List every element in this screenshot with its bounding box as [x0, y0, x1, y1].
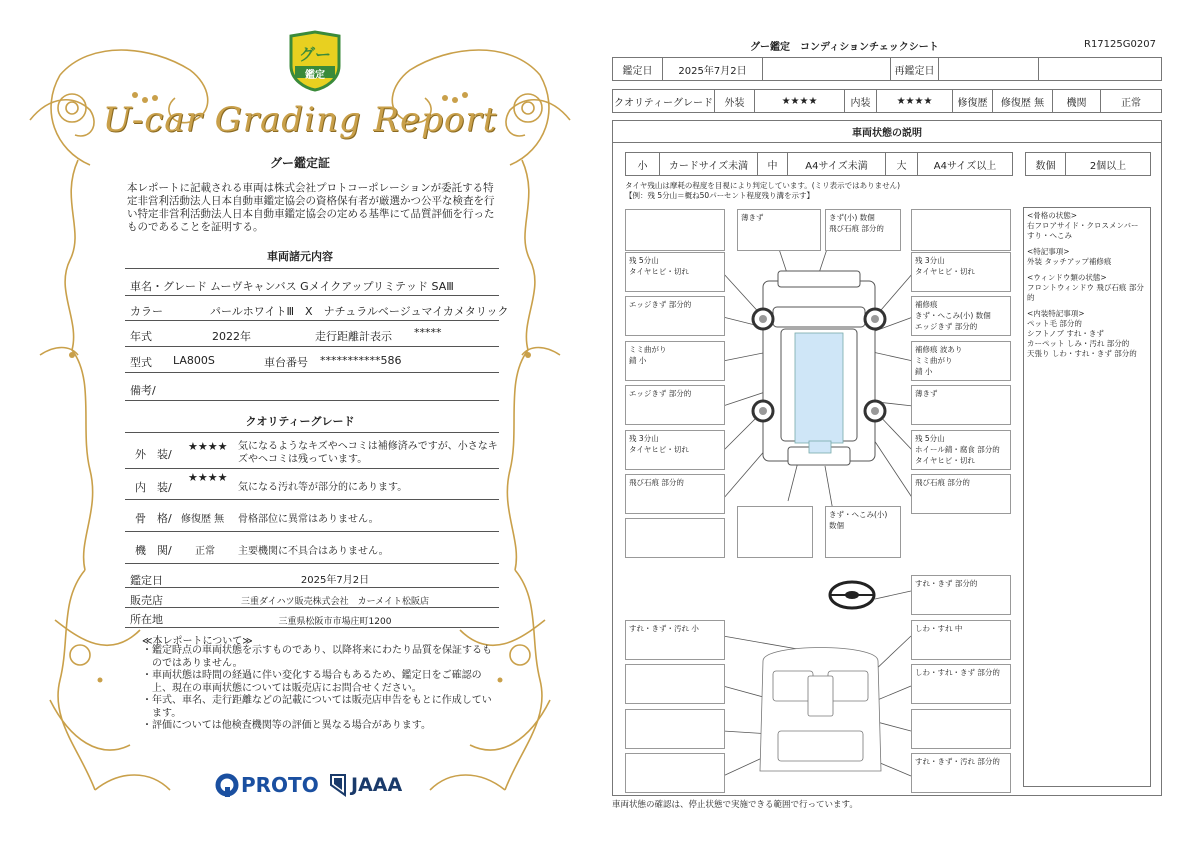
date-value: 2025年7月2日: [663, 58, 763, 80]
list-item: ・ 車両状態は時間の経過に伴い変化する場合もあるため、鑑定日をご確認の上、現在の車両状態については販売店にお問合せください。: [142, 670, 482, 694]
callout-blank: [625, 753, 725, 793]
engine-text: 主要機関に不具合はありません。: [238, 546, 389, 557]
name-label: 車名・グレード: [130, 280, 207, 293]
callout-left-3: エッジきず 部分的: [625, 296, 725, 336]
int-stars: ★★★★: [188, 471, 228, 484]
notes-line: すり・へこみ: [1027, 231, 1072, 240]
callout-blank: [625, 664, 725, 704]
legend-large-desc: A4サイズ以上: [933, 160, 997, 172]
callout-right-4: 補修痕 波あり ミミ曲がり 錆 小: [911, 341, 1011, 381]
legend-small: 小: [626, 153, 660, 175]
addr-value: 三重県松阪市市場庄町1200: [278, 617, 392, 627]
divider: [125, 372, 499, 373]
mileage-label: 走行距離計表示: [315, 330, 392, 343]
callout-blank: [911, 709, 1011, 749]
date-label: 鑑定日: [613, 58, 663, 80]
grade-title: クオリティーグレード: [245, 415, 355, 428]
list-item: ・ 年式、車名、走行距離などの記載については販売店申告をもとに作成しています。: [142, 695, 492, 719]
ext-label: 外 装/: [135, 448, 172, 461]
callout-front-right: きず(小) 数個 飛び石痕 部分的: [825, 209, 901, 251]
frame-label: 骨 格/: [135, 512, 172, 525]
goo-badge: [285, 30, 345, 92]
divider: [125, 563, 499, 564]
about-title: ≪本レポートについて≫: [142, 636, 253, 647]
list-item: ・ 鑑定時点の車両状態を示すものであり、以降将来にわたり品質を保証するものではありません。: [142, 645, 492, 669]
about-list: [142, 645, 492, 733]
script-title: U-car Grading Report: [102, 100, 498, 140]
windshield-area: [795, 333, 843, 443]
int-stars: ★★★★: [877, 90, 953, 112]
grade-label: クオリティーグレード: [613, 90, 715, 112]
callout-blank: [737, 506, 813, 558]
callout-left-4: ミミ曲がり 錆 小: [625, 341, 725, 381]
sheet-code: R17125G0207: [1084, 39, 1156, 50]
ext-text: 気になるようなキズやヘコミは補修済みですが、小さなキズやヘコミは残っています。: [238, 441, 498, 465]
divider: [125, 346, 499, 347]
callout-blank: [625, 518, 725, 558]
specs-title: 車両諸元内容: [267, 250, 333, 263]
jaaa-mark-icon: [328, 773, 348, 797]
panel-title: 車両状態の説明: [613, 121, 1161, 143]
frame-value: 修復歴 無: [181, 514, 225, 525]
divider: [125, 268, 499, 269]
divider: [125, 499, 499, 500]
addr-label: 所在地: [130, 613, 163, 626]
callout-rear-right: きず・へこみ(小) 数個: [825, 506, 901, 558]
badge-bottom-text: 鑑定: [305, 70, 325, 81]
recheck-label: 再鑑定日: [891, 58, 939, 80]
callout-left-7: 飛び石痕 部分的: [625, 474, 725, 514]
legend-small-desc: カードサイズ未満: [660, 153, 758, 175]
callout-left-2: 残 5分山 タイヤヒビ・切れ: [625, 252, 725, 292]
interior-diagram: [760, 648, 881, 772]
engine-label: 機 関/: [135, 544, 172, 557]
callout-int-left-1: すれ・きず・汚れ 小: [625, 620, 725, 660]
color-value: パールホワイトⅢ X ナチュラルベージュマイカメタリック: [210, 305, 509, 318]
notes-line: ペット毛 部分的: [1027, 319, 1082, 328]
notes-line: シフトノブ すれ・きず: [1027, 329, 1104, 338]
model-label: 型式: [130, 356, 152, 369]
callout-front-left: 薄きず: [737, 209, 821, 251]
notes-box: [1023, 207, 1151, 787]
blank-cell: [763, 58, 891, 80]
repair-label: 修復歴: [953, 90, 993, 112]
divider: [125, 531, 499, 532]
engine-value: 正常: [195, 546, 215, 557]
chassis-label: 車台番号: [264, 356, 308, 369]
callout-left-5: エッジきず 部分的: [625, 385, 725, 425]
callout-blank: [911, 209, 1011, 251]
sheet-footer: 車両状態の確認は、停止状態で実施できる範囲で行っています。: [612, 800, 858, 810]
color-label: カラー: [130, 305, 163, 318]
callout-steering: すれ・きず 部分的: [911, 575, 1011, 615]
divider: [125, 400, 499, 401]
divider: [125, 587, 499, 588]
date-label: 鑑定日: [130, 574, 163, 587]
tire-note-example: 【例：残 5分山＝概ね50パーセント程度残り溝を示す】: [625, 191, 815, 200]
cert-title: グー鑑定証: [269, 156, 330, 170]
legend-large: 大: [886, 153, 918, 175]
legend-mid-desc: A4サイズ未満: [788, 153, 886, 175]
year-value: 2022年: [212, 330, 251, 343]
steering-wheel-icon: [830, 582, 874, 608]
callout-int-right-3: すれ・きず・汚れ 部分的: [911, 753, 1011, 793]
notes-line: <ウィンドウ類の状態>: [1027, 273, 1107, 282]
ext-stars: ★★★★: [755, 90, 845, 112]
list-item: ・ 評価については他検査機関等の評価と異なる場合があります。: [142, 720, 431, 731]
ext-stars: ★★★★: [188, 440, 228, 453]
callout-right-5: 薄きず: [911, 385, 1011, 425]
notes-line: 外装 タッチアップ補修痕: [1027, 257, 1112, 266]
callout-right-7: 飛び石痕 部分的: [911, 474, 1011, 514]
proto-logo: [215, 770, 319, 800]
notes-line: <特記事項>: [1027, 247, 1070, 256]
divider: [125, 295, 499, 296]
int-text: 気になる汚れ等が部分的にあります。: [238, 482, 408, 493]
name-value: ムーヴキャンバス Gメイクアップリミテッド SAⅢ: [210, 280, 454, 293]
year-label: 年式: [130, 330, 152, 343]
divider: [125, 320, 499, 321]
legend-count: 数個: [1026, 153, 1066, 175]
condition-panel: [612, 120, 1162, 796]
legend-count-desc: 2個以上: [1089, 160, 1127, 172]
cert-text: 本レポートに記載される車両は株式会社プロトコーポレーションが委託する特定非営利活動法人日本自動車鑑定協会の資格保有者が厳選かつ公平な検査を行い特定非営利活動法人日本自動車鑑定協会の定める基準にて品質評価を行ったものであることを証明する。: [127, 182, 495, 233]
repair-value: 修復歴 無: [993, 90, 1053, 112]
callout-right-2: 残 3分山 タイヤヒビ・切れ: [911, 252, 1011, 292]
shop-value: 三重ダイハツ販売株式会社 カーメイト松阪店: [240, 597, 429, 607]
row-grades: [612, 89, 1162, 113]
mileage-value: *****: [414, 326, 442, 339]
condition-check-sheet: [600, 0, 1200, 848]
callout-blank: [625, 709, 725, 749]
proto-mark-icon: [215, 773, 239, 797]
count-legend: [1025, 152, 1151, 176]
callout-right-6: 残 5分山 ホイール錆・腐食 部分的 タイヤヒビ・切れ: [911, 430, 1011, 470]
frame-text: 骨格部位に異常はありません。: [238, 514, 379, 525]
divider: [125, 627, 499, 628]
legend-mid: 中: [758, 153, 788, 175]
int-label: 内 装/: [135, 481, 172, 494]
row-dates: [612, 57, 1162, 81]
proto-logo-text: PROTO: [241, 773, 319, 797]
callout-left-6: 残 3分山 タイヤヒビ・切れ: [625, 430, 725, 470]
callout-int-right-2: しわ・すれ・きず 部分的: [911, 664, 1011, 704]
divider: [125, 607, 499, 608]
jaaa-logo: [328, 770, 402, 800]
engine-value: 正常: [1121, 97, 1141, 109]
notes-line: カーペット しみ・汚れ 部分的: [1027, 339, 1130, 348]
shop-label: 販売店: [130, 594, 163, 607]
badge-top-text: グー: [298, 45, 331, 64]
callout-right-3: 補修痕 きず・へこみ(小) 数個 エッジきず 部分的: [911, 296, 1011, 336]
notes-line: フロントウィンドウ 飛び石痕 部分的: [1027, 283, 1144, 302]
notes-line: <内装特記事項>: [1027, 309, 1085, 318]
notes-line: 天張り しわ・すれ・きず 部分的: [1027, 349, 1137, 358]
divider: [125, 468, 499, 469]
callout-int-right-1: しわ・すれ 中: [911, 620, 1011, 660]
date-value: 2025年7月2日: [300, 575, 370, 586]
jaaa-logo-text: JAAA: [351, 774, 403, 796]
sheet-title: グー鑑定 コンディションチェックシート: [750, 42, 939, 53]
notes-line: 右フロアサイド・クロスメンバー: [1027, 221, 1139, 230]
engine-label: 機関: [1053, 90, 1101, 112]
model-value: LA800S: [173, 354, 215, 367]
callout-blank: [625, 209, 725, 251]
int-label: 内装: [845, 90, 877, 112]
chassis-value: ***********586: [320, 354, 402, 367]
remarks-label: 備考/: [130, 384, 156, 397]
notes-line: <骨格の状態>: [1027, 211, 1078, 220]
ext-label: 外装: [715, 90, 755, 112]
tire-note: タイヤ残山は摩耗の程度を目視により判定しています。(ミリ表示ではありません): [625, 181, 901, 190]
recheck-value: [939, 58, 1039, 80]
divider: [125, 432, 499, 433]
